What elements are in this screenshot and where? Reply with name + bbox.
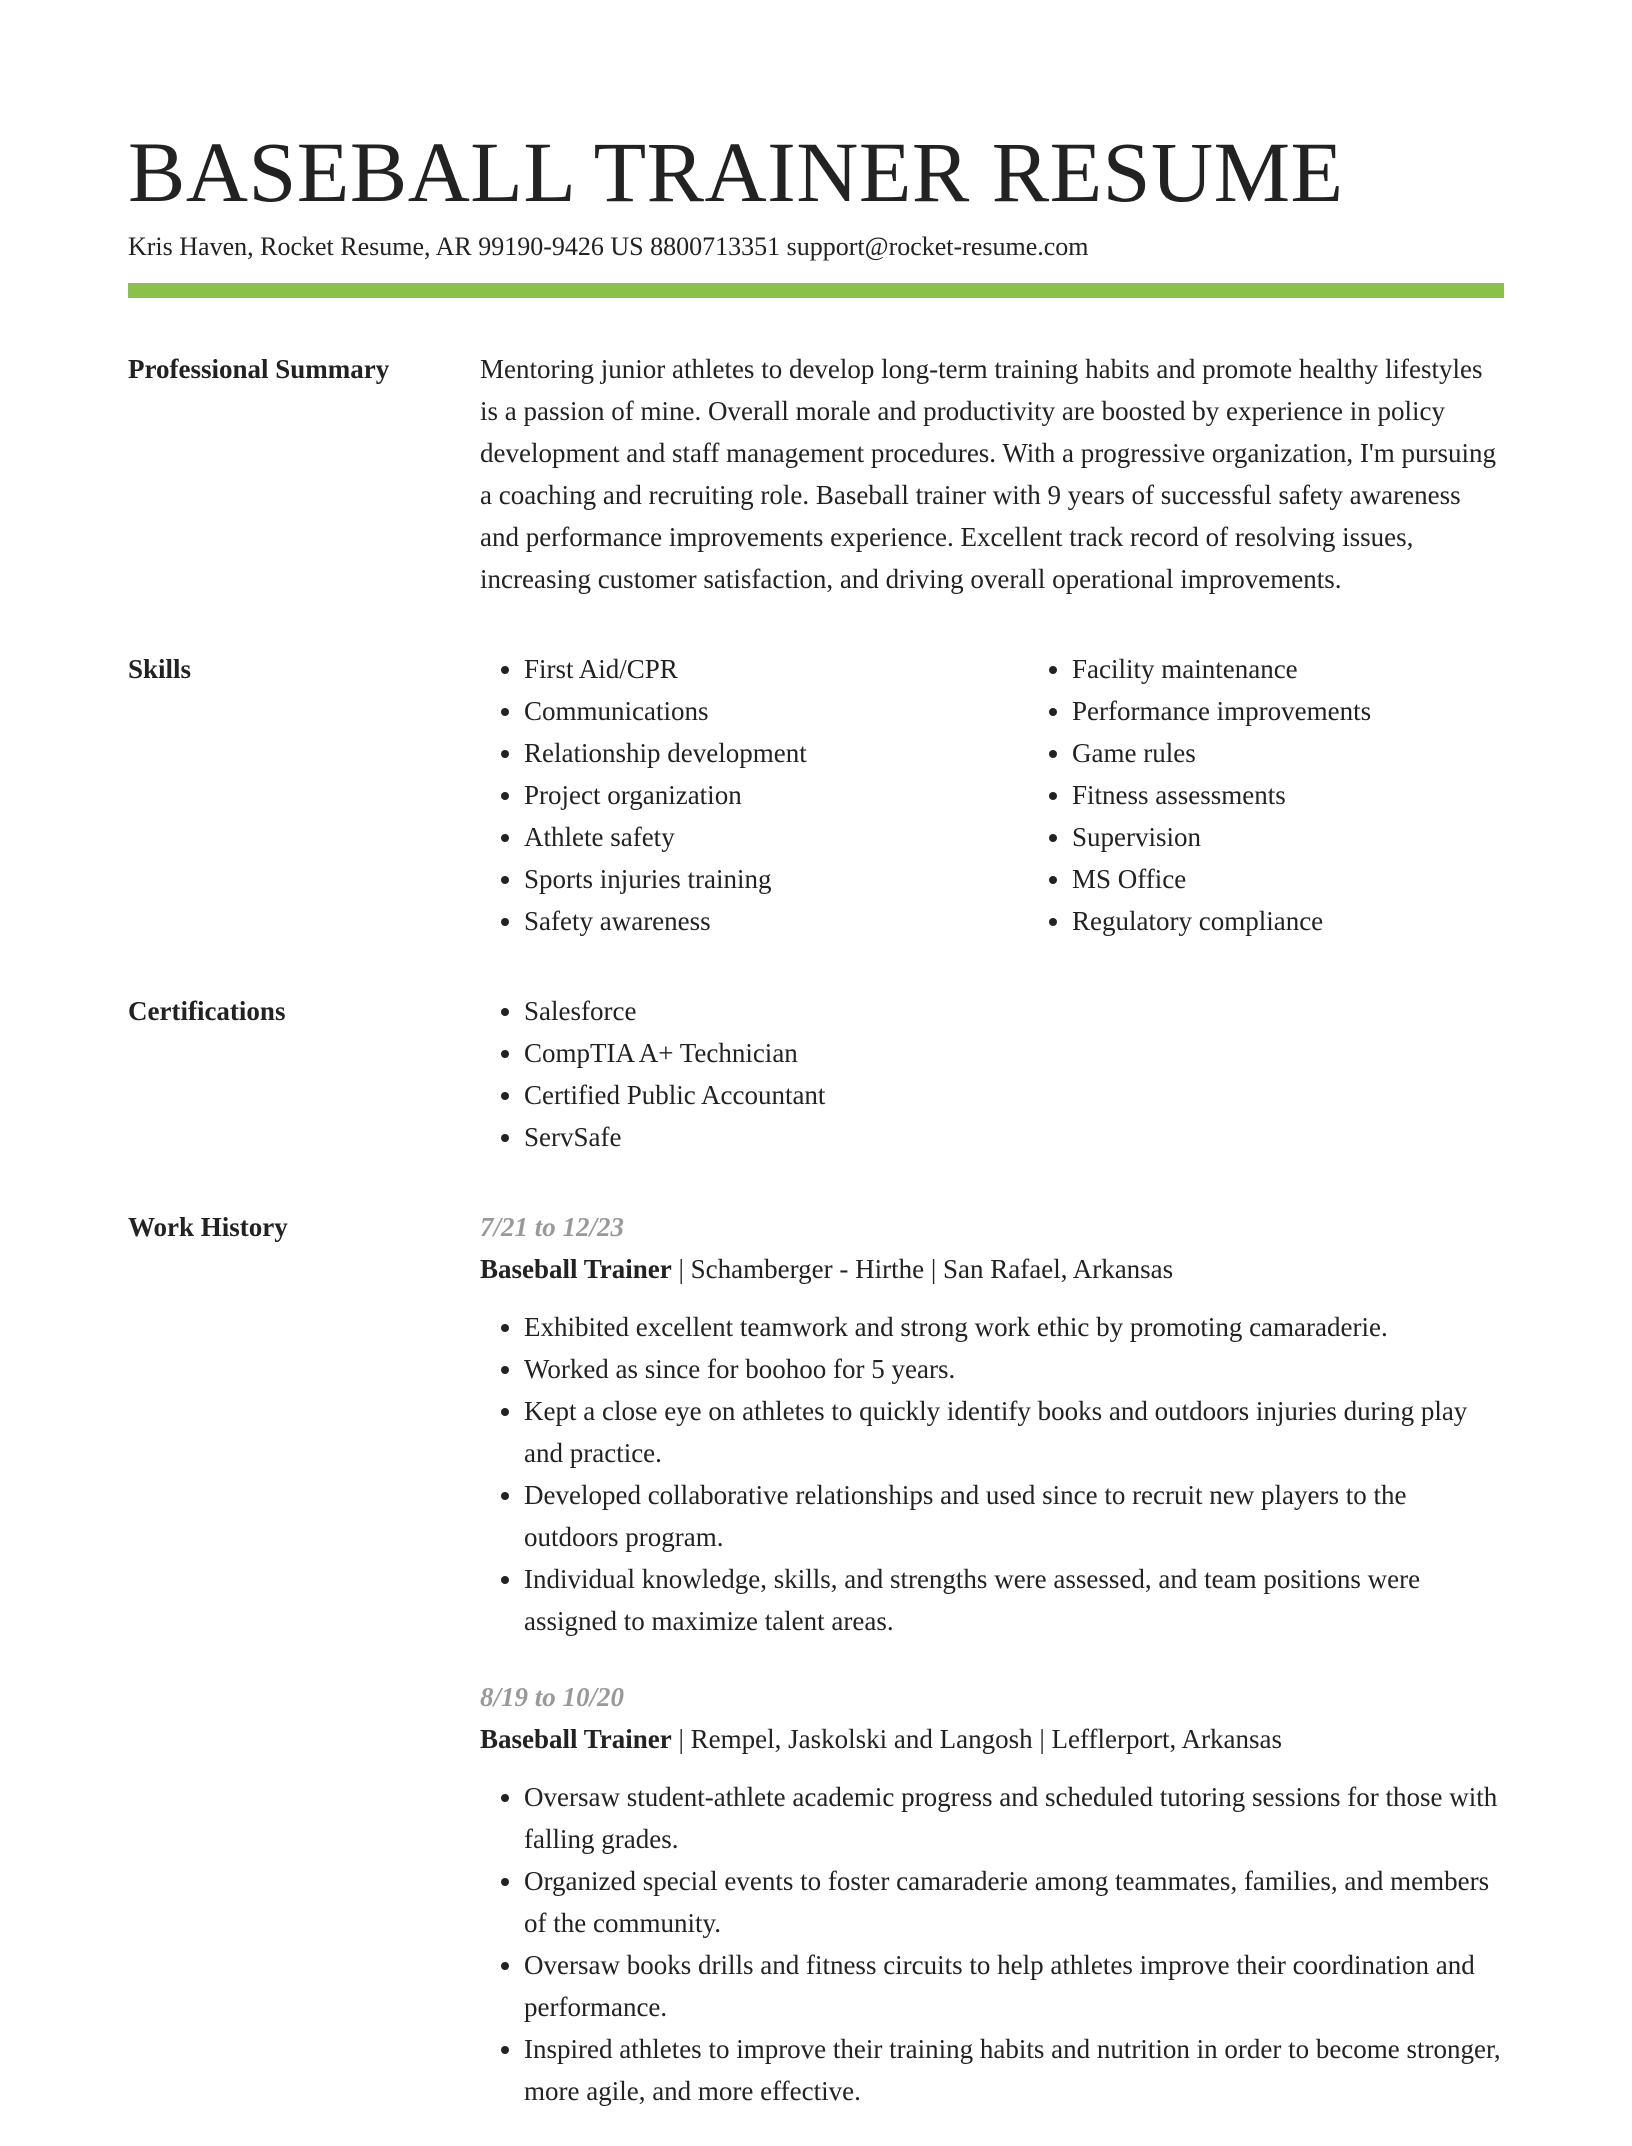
job-details: | Schamberger - Hirthe | San Rafael, Arkansas xyxy=(671,1254,1174,1284)
skill-item: • Relationship development xyxy=(524,732,1028,774)
contact-line: Kris Haven, Rocket Resume, AR 99190-9426 US 8800713351 support@rocket-resume.com xyxy=(128,232,1089,261)
summary-section xyxy=(128,348,1504,600)
duty-item: • Kept a close eye on athletes to quickly identify books and outdoors injuries during play and practice. xyxy=(524,1390,1504,1474)
certification-item: • ServSafe xyxy=(524,1116,1504,1158)
skill-item: • Regulatory compliance xyxy=(1072,900,1576,942)
duty-item: • Oversaw books drills and fitness circuits to help athletes improve their coordination and performance. xyxy=(524,1944,1504,2028)
certifications-label: Certifications xyxy=(128,996,286,1026)
certifications-list xyxy=(480,990,1504,1158)
skill-item: • Performance improvements xyxy=(1072,690,1576,732)
certification-item: • CompTIA A+ Technician xyxy=(524,1032,1504,1074)
duty-item: • Developed collaborative relationships and used since to recruit new players to the outdoors program. xyxy=(524,1474,1504,1558)
skills-section xyxy=(128,648,1504,942)
job-heading xyxy=(480,1718,1504,1760)
skill-item: • Safety awareness xyxy=(524,900,1028,942)
job-entry xyxy=(480,1676,1504,2112)
certification-item: • Certified Public Accountant xyxy=(524,1074,1504,1116)
certifications-section xyxy=(128,990,1504,1158)
duty-item: • Organized special events to foster camaraderie among teammates, families, and members of the community. xyxy=(524,1860,1504,1944)
duty-item: • Exhibited excellent teamwork and strong work ethic by promoting camaraderie. xyxy=(524,1306,1504,1348)
job-entry xyxy=(480,1206,1504,1642)
skill-item: • Supervision xyxy=(1072,816,1576,858)
job-dates: 8/19 to 10/20 xyxy=(480,1682,625,1712)
skill-item: • Fitness assessments xyxy=(1072,774,1576,816)
summary-text: Mentoring junior athletes to develop long-term training habits and promote healthy lifestyles is a passion of mine. Overall morale and productivity are boosted by experience in policy development and staff management procedures. With a progressive organization, I'm pursuing a coaching and recruiting role. Baseball trainer with 9 years of successful safety awareness and performance improvements experience. Excellent track record of resolving issues, increasing customer satisfaction, and driving overall operational improvements. xyxy=(480,354,1496,594)
resume-page xyxy=(128,122,1504,2146)
work-history-label: Work History xyxy=(128,1212,288,1242)
header-divider xyxy=(128,283,1504,298)
skill-item: • Project organization xyxy=(524,774,1028,816)
skill-item: • Athlete safety xyxy=(524,816,1028,858)
job-duties xyxy=(480,1776,1504,2112)
job-details: | Rempel, Jaskolski and Langosh | Lefflerport, Arkansas xyxy=(671,1724,1282,1754)
job-title: Baseball Trainer xyxy=(480,1724,672,1754)
skills-label: Skills xyxy=(128,654,192,684)
skill-item: • Communications xyxy=(524,690,1028,732)
job-heading xyxy=(480,1248,1504,1290)
skill-item: • First Aid/CPR xyxy=(524,648,1028,690)
duty-item: • Oversaw student-athlete academic progress and scheduled tutoring sessions for those with falling grades. xyxy=(524,1776,1504,1860)
job-duties xyxy=(480,1306,1504,1642)
skill-item: • Game rules xyxy=(1072,732,1576,774)
summary-label: Professional Summary xyxy=(128,354,390,384)
certification-item: • Salesforce xyxy=(524,990,1504,1032)
job-title: Baseball Trainer xyxy=(480,1254,672,1284)
skills-list-left xyxy=(480,648,1028,942)
skill-item: • MS Office xyxy=(1072,858,1576,900)
resume-title: BASEBALL TRAINER RESUME xyxy=(128,124,1344,220)
skill-item: • Sports injuries training xyxy=(524,858,1028,900)
skill-item: • Facility maintenance xyxy=(1072,648,1576,690)
work-history-section xyxy=(128,1206,1504,2146)
duty-item: • Worked as since for boohoo for 5 years. xyxy=(524,1348,1504,1390)
duty-item: • Individual knowledge, skills, and strengths were assessed, and team positions were assigned to maximize talent areas. xyxy=(524,1558,1504,1642)
skills-list-right xyxy=(1028,648,1576,942)
job-dates: 7/21 to 12/23 xyxy=(480,1212,625,1242)
duty-item: • Inspired athletes to improve their training habits and nutrition in order to become stronger, more agile, and more effective. xyxy=(524,2028,1504,2112)
